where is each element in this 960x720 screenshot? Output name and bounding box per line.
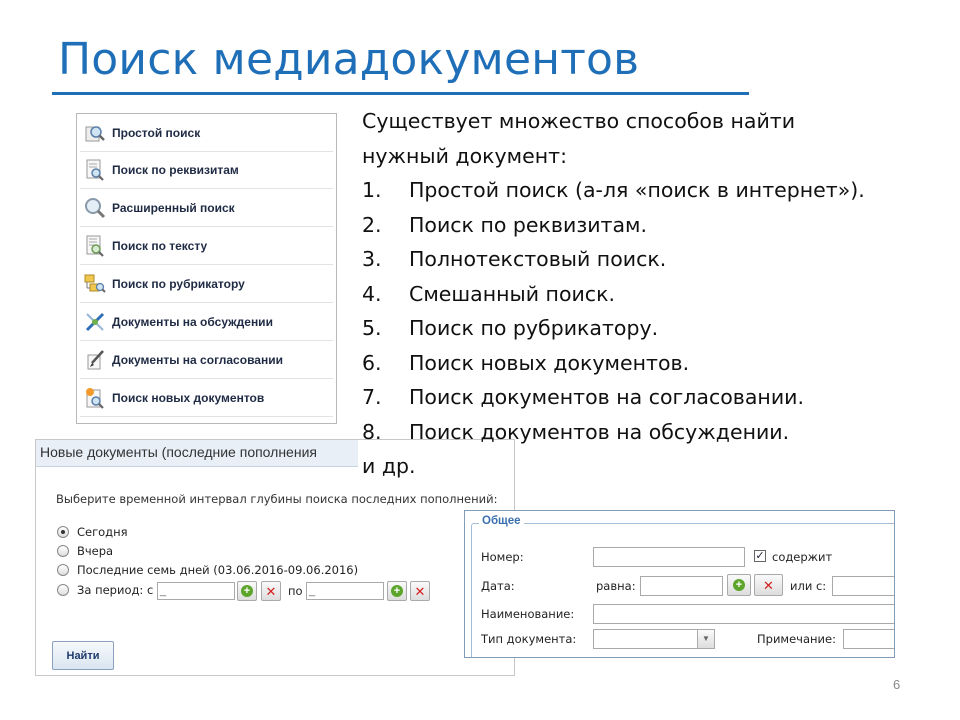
- menu-item-label: Поиск по тексту: [112, 239, 208, 253]
- note-input[interactable]: [843, 629, 895, 649]
- period-from-add-button[interactable]: [237, 581, 257, 601]
- list-text: Поиск новых документов.: [409, 350, 690, 375]
- magnifier-document-icon: [83, 121, 107, 145]
- radio-period[interactable]: [57, 583, 153, 597]
- radio-label: Вчера: [77, 544, 114, 558]
- radio-button[interactable]: [57, 545, 69, 557]
- date-from-input[interactable]: [832, 576, 895, 596]
- list-text: Поиск по рубрикатору.: [409, 316, 659, 340]
- folder-tree-icon: [83, 272, 107, 296]
- menu-item-rubricator-search[interactable]: [80, 266, 333, 303]
- menu-item-new-docs-search[interactable]: [80, 380, 333, 417]
- list-item: [362, 311, 952, 346]
- period-from-clear-button[interactable]: [261, 581, 281, 601]
- close-icon: ✕: [414, 583, 426, 599]
- radio-button[interactable]: [57, 584, 69, 596]
- list-number: 3.: [362, 247, 382, 271]
- menu-item-discussion-docs[interactable]: [80, 304, 333, 341]
- menu-item-label: Расширенный поиск: [112, 201, 235, 215]
- intro-line: Существует множество способов найти: [362, 109, 796, 133]
- equals-label: равна:: [596, 579, 636, 593]
- list-item: [362, 277, 952, 312]
- general-search-panel: [464, 510, 895, 658]
- period-to-label: по: [288, 584, 303, 598]
- list-text: Поиск документов на обсуждении.: [409, 419, 790, 444]
- list-item: [362, 173, 952, 208]
- list-item: [362, 380, 952, 415]
- date-equals-input[interactable]: [640, 576, 723, 596]
- radio-button[interactable]: [57, 526, 69, 538]
- plus-icon: +: [391, 585, 403, 597]
- period-from-input[interactable]: _: [157, 582, 235, 600]
- note-label: Примечание:: [757, 632, 836, 646]
- intro-line: нужный документ:: [362, 143, 567, 168]
- menu-item-label: Документы на обсуждении: [112, 315, 273, 329]
- list-number: 7.: [362, 385, 382, 409]
- panel-header-title: Новые документы (последние пополнения: [40, 444, 317, 460]
- list-text: Смешанный поиск.: [409, 281, 615, 306]
- radio-yesterday[interactable]: [57, 544, 113, 558]
- menu-item-approval-docs[interactable]: [80, 342, 333, 379]
- date-clear-button[interactable]: [754, 574, 783, 596]
- list-item: [362, 346, 952, 381]
- slide-title: Поиск медиадокументов: [58, 34, 640, 85]
- doc-type-label: Тип документа:: [481, 632, 577, 646]
- list-number: 6.: [362, 350, 382, 375]
- chevron-down-icon[interactable]: ▼: [697, 630, 714, 648]
- radio-today[interactable]: [57, 525, 128, 539]
- list-text: Простой поиск (а-ля «поиск в интернет»).: [409, 178, 865, 202]
- search-menu: [76, 113, 337, 424]
- menu-item-text-search[interactable]: [80, 228, 333, 265]
- radio-button[interactable]: [57, 564, 69, 576]
- contains-label: содержит: [772, 550, 833, 564]
- discussion-icon: [83, 310, 107, 334]
- doc-type-select[interactable]: [593, 629, 715, 649]
- name-label: Наименование:: [481, 607, 575, 621]
- period-to-clear-button[interactable]: [410, 581, 430, 601]
- page-number: 6: [893, 677, 901, 692]
- list-number: 8.: [362, 419, 382, 444]
- menu-item-label: Поиск по реквизитам: [112, 163, 239, 177]
- menu-item-label: Поиск новых документов: [112, 391, 265, 405]
- list-number: 5.: [362, 316, 382, 340]
- period-to-add-button[interactable]: [387, 581, 407, 601]
- menu-item-label: Документы на согласовании: [112, 353, 283, 367]
- interval-question: Выберите временной интервал глубины поиска последних пополнений:: [56, 492, 498, 506]
- menu-item-label: Простой поиск: [112, 126, 201, 140]
- date-label: Дата:: [481, 579, 515, 593]
- panel-header: [36, 440, 358, 467]
- list-text: Поиск по реквизитам.: [409, 212, 648, 237]
- fieldset-legend: Общее: [479, 515, 524, 527]
- plus-icon: +: [733, 579, 745, 591]
- list-number: 4.: [362, 281, 382, 306]
- or-from-label: или с:: [790, 579, 827, 593]
- document-search-icon: [83, 158, 107, 182]
- list-item: [362, 208, 952, 243]
- list-text: Полнотекстовый поиск.: [409, 247, 667, 271]
- menu-item-requisites-search[interactable]: [80, 152, 333, 189]
- menu-item-simple-search[interactable]: [80, 115, 333, 152]
- date-add-button[interactable]: [727, 574, 751, 596]
- number-label: Номер:: [481, 550, 524, 564]
- close-icon: ✕: [265, 583, 277, 599]
- radio-last-seven-days[interactable]: [57, 563, 358, 577]
- radio-label: Последние семь дней (03.06.2016-09.06.2016): [77, 563, 359, 577]
- text-search-icon: [83, 234, 107, 258]
- plus-icon: +: [241, 585, 253, 597]
- number-input[interactable]: [593, 547, 745, 567]
- contains-checkbox[interactable]: [754, 550, 766, 562]
- period-to-input[interactable]: _: [306, 582, 384, 600]
- menu-item-advanced-search[interactable]: [80, 190, 333, 227]
- list-number: 2.: [362, 212, 382, 237]
- approval-pen-icon: [83, 348, 107, 372]
- find-button[interactable]: Найти: [52, 641, 114, 670]
- name-input[interactable]: [593, 604, 895, 624]
- list-text: Поиск документов на согласовании.: [409, 385, 804, 409]
- radio-label: Сегодня: [77, 525, 128, 539]
- new-document-search-icon: [83, 386, 107, 410]
- list-number: 1.: [362, 178, 382, 202]
- menu-item-label: Поиск по рубрикатору: [112, 277, 245, 291]
- close-icon: ✕: [763, 577, 774, 593]
- methods-text: [362, 104, 952, 484]
- title-underline: [52, 92, 749, 95]
- magnifier-icon: [83, 196, 107, 220]
- check-icon: ✓: [755, 549, 765, 562]
- list-item: [362, 242, 952, 277]
- radio-label: За период: с: [77, 583, 154, 597]
- outro-line: и др.: [362, 454, 416, 478]
- list-item: [362, 415, 952, 450]
